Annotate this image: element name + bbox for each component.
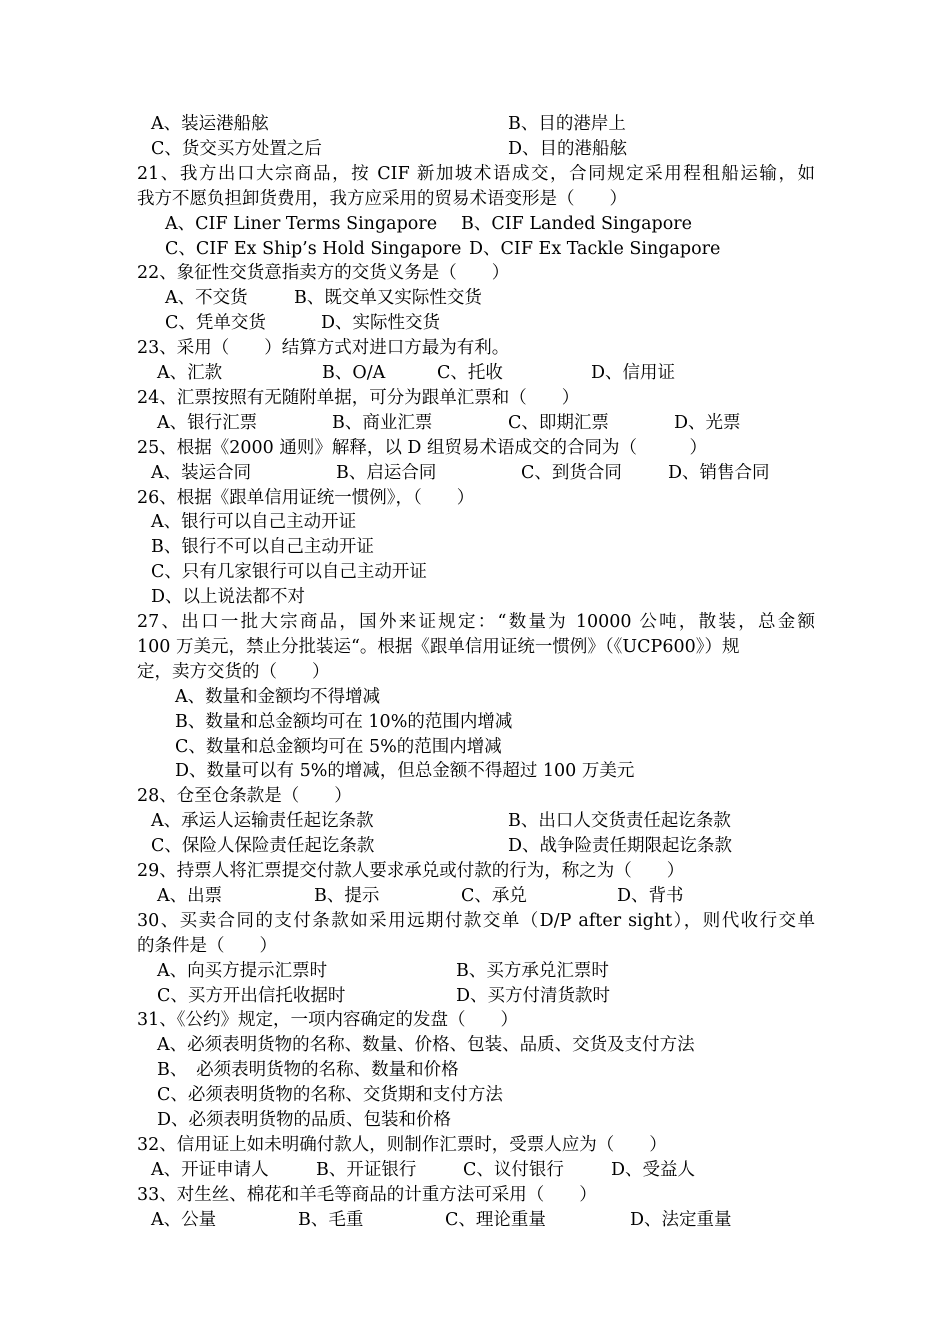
question-line: 定，卖方交货的（ ） bbox=[137, 662, 330, 682]
answer-option: A、向买方提示汇票时 bbox=[157, 961, 328, 981]
answer-option: B、启运合同 bbox=[336, 463, 437, 483]
answer-option: B、银行不可以自己主动开证 bbox=[151, 537, 374, 557]
question-line: 21、我方出口大宗商品，按 CIF 新加坡术语成交，合同规定采用程租船运输，如 bbox=[137, 164, 815, 184]
question-line: 33、对生丝、棉花和羊毛等商品的计重方法可采用（ ） bbox=[137, 1185, 597, 1205]
answer-option: D、战争险责任期限起讫条款 bbox=[508, 836, 733, 856]
answer-option: D、目的港船舷 bbox=[508, 139, 628, 159]
answer-option: B、买方承兑汇票时 bbox=[456, 961, 609, 981]
answer-option: A、银行可以自己主动开证 bbox=[151, 512, 357, 532]
answer-option: A、汇款 bbox=[157, 363, 223, 383]
answer-option: A、不交货 bbox=[165, 288, 248, 308]
question-line: 100 万美元，禁止分批装运“。根据《跟单信用证统一惯例》（《UCP600》）规 bbox=[137, 637, 740, 657]
answer-option: C、到货合同 bbox=[521, 463, 622, 483]
answer-option: B、提示 bbox=[314, 886, 380, 906]
answer-option: A、装运合同 bbox=[151, 463, 252, 483]
answer-option: D、信用证 bbox=[591, 363, 676, 383]
question-line: 24、汇票按照有无随附单据，可分为跟单汇票和（ ） bbox=[137, 388, 580, 408]
answer-option: B、毛重 bbox=[298, 1210, 364, 1230]
answer-option: C、理论重量 bbox=[445, 1210, 546, 1230]
answer-option: C、只有几家银行可以自己主动开证 bbox=[151, 562, 427, 582]
answer-option: D、数量可以有 5%的增减，但总金额不得超过 100 万美元 bbox=[175, 761, 635, 781]
answer-option: D、买方付清货款时 bbox=[456, 986, 611, 1006]
answer-option: C、承兑 bbox=[461, 886, 527, 906]
answer-option: D、必须表明货物的品质、包装和价格 bbox=[157, 1110, 452, 1130]
question-line: 28、仓至仓条款是（ ） bbox=[137, 786, 352, 806]
answer-option: A、数量和金额均不得增减 bbox=[175, 687, 381, 707]
answer-option: A、承运人运输责任起讫条款 bbox=[151, 811, 374, 831]
answer-option: C、即期汇票 bbox=[508, 413, 609, 433]
question-line: 27、出口一批大宗商品，国外来证规定：“数量为 10000 公吨，散装，总金额 bbox=[137, 612, 815, 632]
answer-option: B、CIF Landed Singapore bbox=[461, 214, 692, 234]
answer-option: B、出口人交货责任起讫条款 bbox=[508, 811, 731, 831]
answer-option: C、保险人保险责任起讫条款 bbox=[151, 836, 375, 856]
question-line: 30、买卖合同的支付条款如采用远期付款交单（D/P after sight），则代收行交单 bbox=[137, 911, 815, 931]
answer-option: D、光票 bbox=[674, 413, 741, 433]
question-line: 29、持票人将汇票提交付款人要求承兑或付款的行为，称之为（ ） bbox=[137, 861, 685, 881]
answer-option: C、CIF Ex Ship’s Hold Singapore bbox=[165, 239, 462, 259]
answer-option: C、数量和总金额均可在 5%的范围内增减 bbox=[175, 737, 502, 757]
question-line: 32、信用证上如未明确付款人，则制作汇票时，受票人应为（ ） bbox=[137, 1135, 667, 1155]
answer-option: B、既交单又实际性交货 bbox=[294, 288, 482, 308]
answer-option: C、凭单交货 bbox=[165, 313, 266, 333]
answer-option: A、必须表明货物的名称、数量、价格、包装、品质、交货及支付方法 bbox=[157, 1035, 695, 1055]
answer-option: D、销售合同 bbox=[668, 463, 770, 483]
answer-option: D、以上说法都不对 bbox=[151, 587, 306, 607]
answer-option: A、开证申请人 bbox=[151, 1160, 269, 1180]
answer-option: A、装运港船舷 bbox=[151, 114, 269, 134]
question-line: 的条件是（ ） bbox=[137, 936, 277, 956]
answer-option: C、货交买方处置之后 bbox=[151, 139, 322, 159]
answer-option: B、 必须表明货物的名称、数量和价格 bbox=[157, 1060, 459, 1080]
answer-option: C、议付银行 bbox=[463, 1160, 564, 1180]
answer-option: C、必须表明货物的名称、交货期和支付方法 bbox=[157, 1085, 503, 1105]
answer-option: D、法定重量 bbox=[630, 1210, 732, 1230]
answer-option: A、CIF Liner Terms Singapore bbox=[165, 214, 438, 234]
answer-option: D、背书 bbox=[617, 886, 684, 906]
question-line: 31、《公约》规定，一项内容确定的发盘（ ） bbox=[137, 1010, 519, 1030]
answer-option: C、买方开出信托收据时 bbox=[157, 986, 346, 1006]
answer-option: A、银行汇票 bbox=[157, 413, 258, 433]
answer-option: B、目的港岸上 bbox=[508, 114, 626, 134]
question-line: 23、采用（ ）结算方式对进口方最为有利。 bbox=[137, 338, 510, 358]
answer-option: D、实际性交货 bbox=[321, 313, 441, 333]
answer-option: C、托收 bbox=[437, 363, 503, 383]
answer-option: B、O/A bbox=[322, 363, 386, 383]
question-line: 25、根据《2000 通则》解释，以 D 组贸易术语成交的合同为（ ） bbox=[137, 438, 708, 458]
question-line: 我方不愿负担卸货费用，我方应采用的贸易术语变形是（ ） bbox=[137, 189, 627, 209]
answer-option: A、公量 bbox=[151, 1210, 217, 1230]
answer-option: D、CIF Ex Tackle Singapore bbox=[469, 239, 721, 259]
question-line: 26、根据《跟单信用证统一惯例》，（ ） bbox=[137, 488, 475, 508]
answer-option: D、受益人 bbox=[611, 1160, 696, 1180]
answer-option: B、商业汇票 bbox=[332, 413, 433, 433]
answer-option: A、出票 bbox=[157, 886, 223, 906]
question-line: 22、象征性交货意指卖方的交货义务是（ ） bbox=[137, 263, 510, 283]
answer-option: B、开证银行 bbox=[316, 1160, 417, 1180]
answer-option: B、数量和总金额均可在 10%的范围内增减 bbox=[175, 712, 513, 732]
